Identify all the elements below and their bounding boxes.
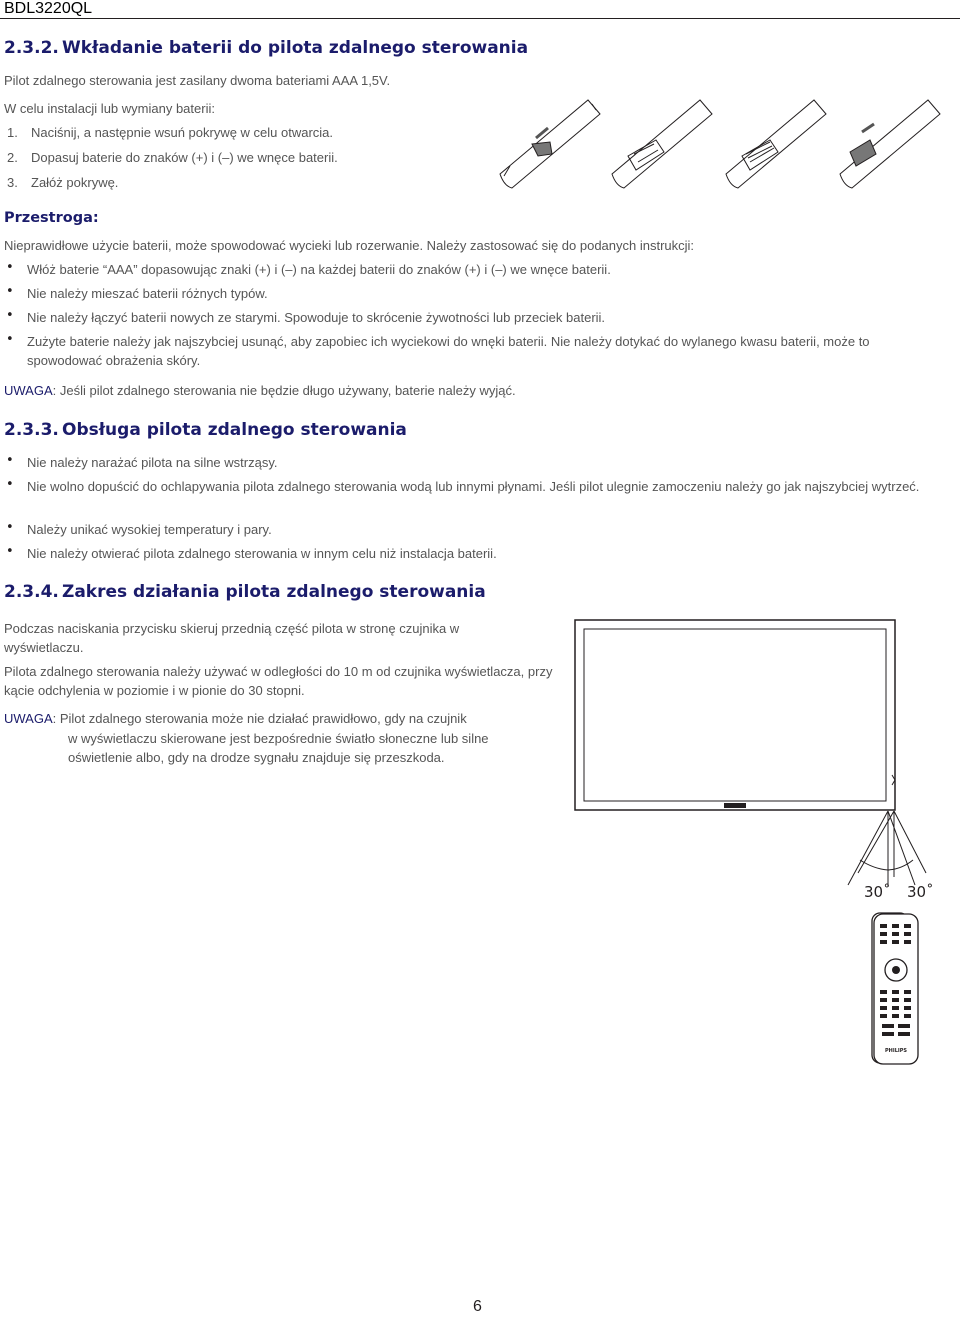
steps-intro: W celu instalacji lub wymiany baterii: <box>4 101 215 116</box>
step-number: 1. <box>7 125 18 140</box>
step-text: Dopasuj baterie do znaków (+) i (–) we wnęce baterii. <box>31 150 338 165</box>
list-item <box>0 520 940 544</box>
range-paragraph-2: Pilota zdalnego sterowania należy używać w odległości do 10 m od czujnika wyświetlacza, przy kącie odchylenia w poziomie i w pionie do 30 stopni. <box>4 664 553 698</box>
bullet-icon: • <box>6 284 14 299</box>
list-item <box>0 477 940 520</box>
section-heading-234 <box>4 582 486 602</box>
list-item-text: Włóż baterie “AAA” dopasowując znaki (+) i (–) na każdej baterii do znaków (+) i (–) we wnęce baterii. <box>27 262 611 277</box>
section-number: 2.3.2. <box>4 38 59 58</box>
section-title: Obsługa pilota zdalnego sterowania <box>62 420 407 440</box>
step-number: 3. <box>7 175 18 190</box>
bullet-icon: • <box>6 544 14 559</box>
handling-list <box>0 453 940 568</box>
note-text-line: w wyświetlaczu skierowane jest bezpośrednie światło słoneczne lub silne <box>68 731 489 746</box>
caution-title: Przestroga: <box>4 210 99 226</box>
bullet-icon: • <box>6 477 14 492</box>
bullet-icon: • <box>6 453 14 468</box>
display-icon <box>575 620 895 810</box>
header-divider <box>0 18 960 19</box>
battery-intro: Pilot zdalnego sterowania jest zasilany dwoma bateriami AAA 1,5V. <box>4 73 391 88</box>
section-number: 2.3.3. <box>4 420 59 440</box>
list-item <box>0 284 940 308</box>
remote-step-4-icon <box>840 100 940 188</box>
bullet-icon: • <box>6 260 14 275</box>
list-item <box>0 544 940 568</box>
note-234 <box>4 709 467 728</box>
caution-list <box>0 260 940 382</box>
note-text: : Pilot zdalnego sterowania może nie działać prawidłowo, gdy na czujnik <box>52 711 467 726</box>
battery-steps-illustration <box>496 96 956 196</box>
model-header: BDL3220QL <box>4 0 93 17</box>
list-item-text: Nie należy narażać pilota na silne wstrząsy. <box>27 455 278 470</box>
list-item-text: Nie należy łączyć baterii nowych ze starymi. Spowoduje to skrócenie żywotności lub przeciek baterii. <box>27 310 606 325</box>
remote-step-2-icon <box>612 100 712 188</box>
section-title: Wkładanie baterii do pilota zdalnego sterowania <box>62 38 529 58</box>
list-item-text: Nie należy otwierać pilota zdalnego sterowania w innym celu niż instalacja baterii. <box>27 546 497 561</box>
remote-step-1-icon <box>500 100 600 188</box>
section-heading-232 <box>4 38 528 58</box>
list-item-text: Zużyte baterie należy jak najszybciej usunąć, aby zapobiec ich wyciekowi do wnęki baterii. Nie należy dotykać do wylanego kwasu baterii, może to spowodować obrażenia skóry. <box>27 334 870 368</box>
bullet-icon: • <box>6 308 14 323</box>
list-item <box>0 332 940 382</box>
section-title: Zakres działania pilota zdalnego sterowania <box>62 582 486 602</box>
note-label: UWAGA <box>4 711 53 726</box>
list-item-text: Nie należy mieszać baterii różnych typów. <box>27 286 268 301</box>
angle-left-label: 30˚ <box>864 883 891 901</box>
remote-control-detail <box>866 910 926 1070</box>
page-number: 6 <box>473 1298 482 1315</box>
note-text: : Jeśli pilot zdalnego sterowania nie będzie długo używany, baterie należy wyjąć. <box>52 383 516 398</box>
list-item <box>0 260 940 284</box>
section-heading-233 <box>4 420 407 440</box>
angle-right-label: 30˚ <box>907 883 934 901</box>
note-232 <box>4 381 516 400</box>
note-label: UWAGA <box>4 383 53 398</box>
range-paragraph-1: Podczas naciskania przycisku skieruj przednią część pilota w stronę czujnika w wyświetlaczu. <box>4 621 460 655</box>
brand-logo: PHILIPS <box>884 1048 908 1054</box>
remote-step-3-icon <box>726 100 826 188</box>
note-text-line: oświetlenie albo, gdy na drodze sygnału znajduje się przeszkoda. <box>68 750 445 765</box>
bullet-icon: • <box>6 520 14 535</box>
list-item-text: Nie wolno dopuścić do ochlapywania pilota zdalnego sterowania wodą lub innymi płynami. Jeśli pilot ulegnie zamoczeniu należy go jak najszybciej wytrzeć. <box>27 479 920 494</box>
caution-text: Nieprawidłowe użycie baterii, może spowodować wycieki lub rozerwanie. Należy zastosować się do podanych instrukcji: <box>4 238 695 253</box>
step-text: Naciśnij, a następnie wsuń pokrywę w celu otwarcia. <box>31 125 334 140</box>
list-item-text: Należy unikać wysokiej temperatury i pary. <box>27 522 272 537</box>
step-number: 2. <box>7 150 18 165</box>
remote-range-diagram <box>570 615 934 1075</box>
list-item <box>0 453 940 477</box>
list-item <box>0 308 940 332</box>
section-number: 2.3.4. <box>4 582 59 602</box>
angle-lines-icon <box>848 811 915 887</box>
step-text: Załóż pokrywę. <box>31 175 119 190</box>
bullet-icon: • <box>6 332 14 347</box>
